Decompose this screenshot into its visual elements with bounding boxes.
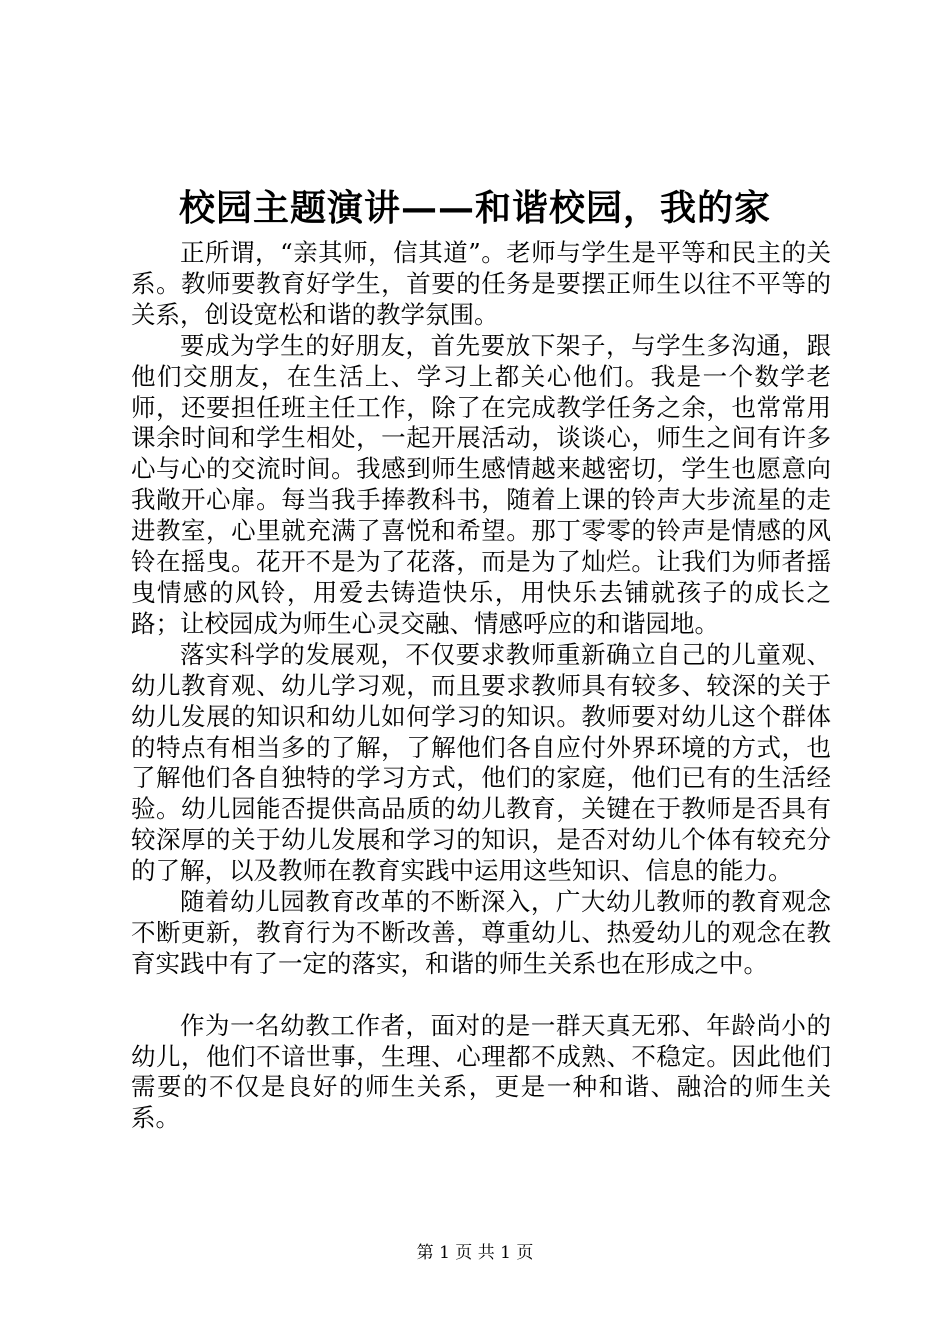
paragraph-1: 正所谓，“亲其师，信其道”。老师与学生是平等和民主的关系。教师要教育好学生，首要的任务是要摆正师生以往不平等的关系，创设宽松和谐的教学氛围。 bbox=[131, 238, 831, 329]
page-footer: 第 1 页 共 1 页 bbox=[416, 1243, 534, 1263]
paragraph-5: 作为一名幼教工作者，面对的是一群天真无邪、年龄尚小的幼儿，他们不谙世事，生理、心理都不成熟、不稳定。因此他们需要的不仅是良好的师生关系，更是一种和谐、融洽的师生关系。 bbox=[131, 1010, 831, 1133]
paragraph-4: 随着幼儿园教育改革的不断深入，广大幼儿教师的教育观念不断更新，教育行为不断改善，尊重幼儿、热爱幼儿的观念在教育实践中有了一定的落实，和谐的师生关系也在形成之中。 bbox=[131, 887, 831, 978]
paragraph-3: 落实科学的发展观，不仅要求教师重新确立自己的儿童观、幼儿教育观、幼儿学习观，而且要求教师具有较多、较深的关于幼儿发展的知识和幼儿如何学习的知识。教师要对幼儿这个群体的特点有相当多的了解，了解他们各自应付外界环境的方式，也了解他们各自独特的学习方式，他们的家庭，他们已有的生活经验。幼儿园能否提供高品质的幼儿教育，关键在于教师是否具有较深厚的关于幼儿发展和学习的知识，是否对幼儿个体有较充分的了解，以及教师在教育实践中运用这些知识、信息的能力。 bbox=[131, 639, 831, 886]
document-title: 校园主题演讲——和谐校园，我的家 bbox=[178, 187, 771, 229]
paragraph-2: 要成为学生的好朋友，首先要放下架子，与学生多沟通，跟他们交朋友，在生活上、学习上都关心他们。我是一个数学老师，还要担任班主任工作，除了在完成教学任务之余，也常常用课余时间和学生相处，一起开展活动，谈谈心，师生之间有许多心与心的交流时间。我感到师生感情越来越密切，学生也愿意向我敞开心扉。每当我手捧教科书，随着上课的铃声大步流星的走进教室，心里就充满了喜悦和希望。那丁零零的铃声是情感的风铃在摇曳。花开不是为了花落，而是为了灿烂。让我们为师者摇曳情感的风铃，用爱去铸造快乐，用快乐去铺就孩子的成长之路；让校园成为师生心灵交融、情感呼应的和谐园地。 bbox=[131, 330, 831, 638]
document-body bbox=[131, 238, 831, 1134]
